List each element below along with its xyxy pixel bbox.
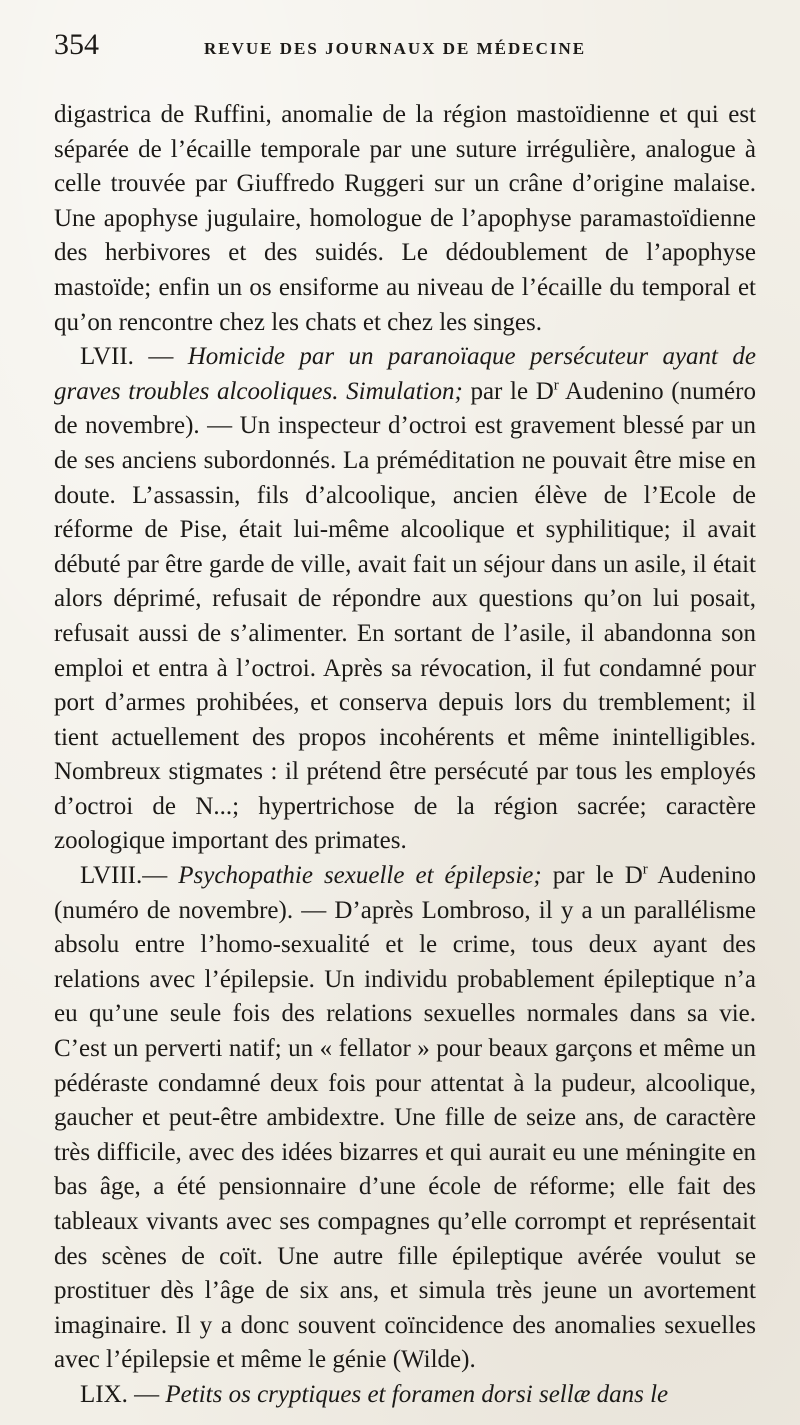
running-head: REVUE DES JOURNAUX DE MÉDECINE (204, 39, 587, 58)
paragraph-continuation (54, 98, 756, 340)
section-author-prefix: par le D (462, 377, 554, 405)
body-text (54, 98, 756, 1413)
section-title: Petits os cryptiques et foramen dorsi sellæ dans le (165, 1380, 669, 1408)
section-number: LVIII.— (80, 862, 179, 890)
paragraph-text: Audenino (numéro de novembre). — D’après Lombroso, il y a un parallélisme absolu entre l’homo-sexualité et le crime, tous deux ayant des relations avec l’épilepsie. Un individu probablement épileptique n’a eu qu’une seule fois des relations sexuelles normales dans sa vie. C’est un perverti natif; un « fellator » pour beaux garçons et même un pédéraste condamné deux fois pour attentat à la pudeur, alcoolique, gaucher et peut-être ambidextre. Une fille de seize ans, de caractère très difficile, avec des idées bizarres et qui aurait eu une méningite en bas âge, a été pensionnaire d’une école de réforme; elle fait des tableaux vivants avec ses compagnes qu’elle corrompt et représentait des scènes de coït. Une autre fille épileptique avérée voulut se prostituer dès l’âge de six ans, et simula très jeune un avortement imaginaire. Il y a donc souvent coïncidence des anomalies sexuelles avec l’épilepsie et même le génie (Wilde). (54, 862, 756, 1374)
section-lvii (54, 340, 756, 859)
page-number: 354 (54, 28, 99, 61)
paragraph-text: Audenino (numéro de novembre). — Un inspecteur d’octroi est gravement blessé par un de ses anciens subordonnés. La préméditation ne pouvait être mise en doute. L’assassin, fils d’alcoolique, ancien élève de l’Ecole de réforme de Pise, était lui-même alcoolique et syphilitique; il avait débuté par être garde de ville, avait fait un séjour dans un asile, il était alors déprimé, refusait de répondre aux questions qu’on lui posait, refusait aussi de s’alimenter. En sortant de l’asile, il abandonna son emploi et entra à l’octroi. Après sa révocation, il fut condamné pour port d’armes prohibées, et conserva depuis lors du tremblement; il tient actuellement des propos incohérents et même inintelligibles. Nombreux stigmates : il prétend être persécuté par tous les employés d’octroi de N...; hypertrichose de la région sacrée; caractère zoologique important des primates. (54, 377, 756, 855)
section-title: Homicide par un paranoïaque persécuteur ayant de graves troubles alcooliques. Simulation; (54, 343, 756, 405)
section-number: LVII. — (80, 343, 188, 371)
section-title: Psychopathie sexuelle et épilepsie; (178, 862, 542, 890)
page-header (54, 28, 756, 80)
section-number: LIX. — (80, 1380, 166, 1408)
section-lix (54, 1378, 756, 1413)
paragraph-text: digastrica de Ruffini, anomalie de la région mastoïdienne et qui est séparée de l’écaille temporale par une suture irrégulière, analogue à celle trouvée par Giuffredo Ruggeri sur un crâne d’origine malaise. Une apophyse jugulaire, homologue de l’apophyse paramastoïdienne des herbivores et des suidés. Le dédoublement de l’apophyse mastoïde; enfin un os ensiforme au niveau de l’écaille du temporal et qu’on rencontre chez les chats et chez les singes. (54, 101, 756, 336)
section-author-prefix: par le D (541, 862, 643, 890)
section-author-sup: r (642, 861, 648, 878)
section-author-sup: r (553, 377, 559, 394)
section-lviii (54, 859, 756, 1378)
